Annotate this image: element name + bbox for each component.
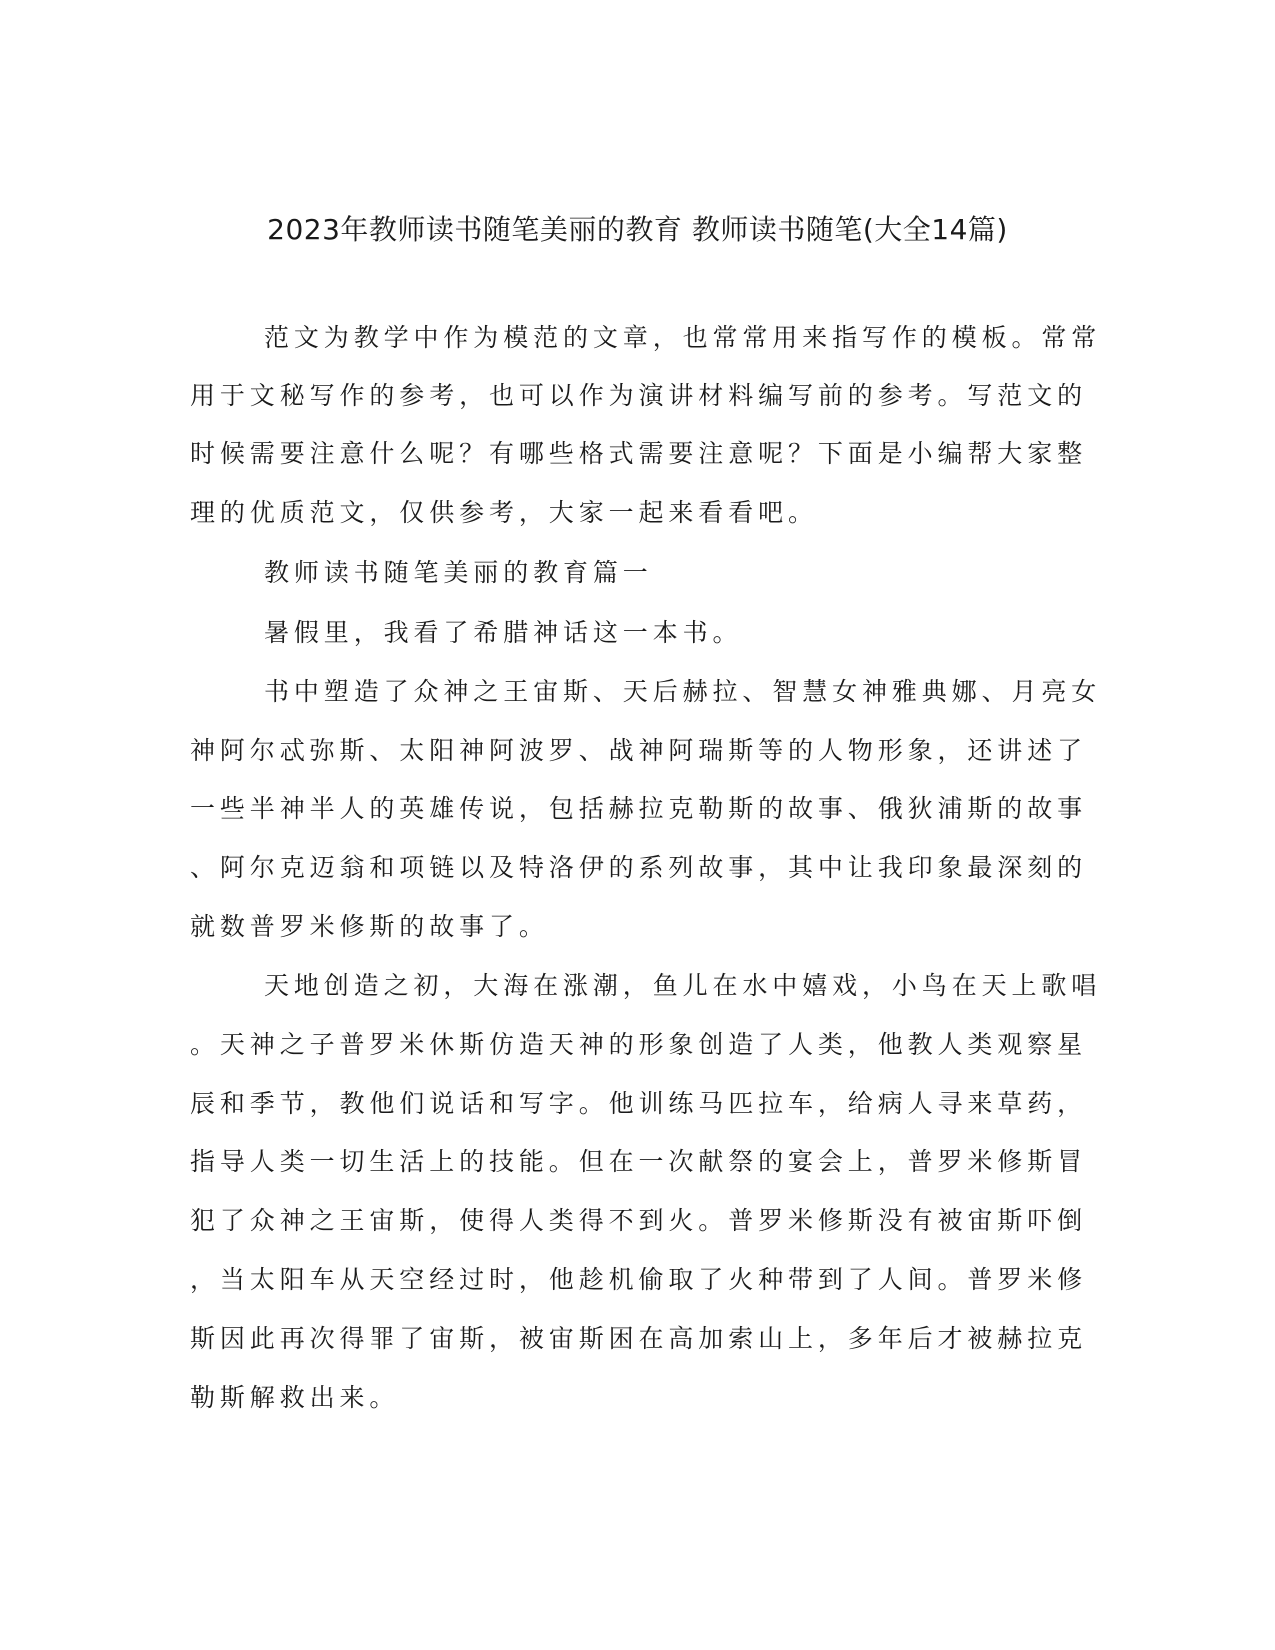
paragraph-line: 。天神之子普罗米休斯仿造天神的形象创造了人类，他教人类观察星 bbox=[190, 1030, 1088, 1059]
paragraph-line: 天地创造之初，大海在涨潮，鱼儿在水中嬉戏，小鸟在天上歌唱 bbox=[264, 971, 1102, 1000]
paragraph-line: 指导人类一切生活上的技能。但在一次献祭的宴会上，普罗米修斯冒 bbox=[190, 1147, 1088, 1176]
paragraph-line: 暑假里，我看了希腊神话这一本书。 bbox=[264, 618, 743, 647]
paragraph-line: 勒斯解救出来。 bbox=[190, 1383, 400, 1412]
paragraph-line: 一些半神半人的英雄传说，包括赫拉克勒斯的故事、俄狄浦斯的故事 bbox=[190, 794, 1088, 823]
paragraph-line: 、阿尔克迈翁和项链以及特洛伊的系列故事，其中让我印象最深刻的 bbox=[190, 853, 1088, 882]
paragraph-line: 斯因此再次得罪了宙斯，被宙斯困在高加索山上，多年后才被赫拉克 bbox=[190, 1324, 1088, 1353]
paragraph-line: 辰和季节，教他们说话和写字。他训练马匹拉车，给病人寻来草药， bbox=[190, 1089, 1088, 1118]
paragraph-line: ，当太阳车从天空经过时，他趁机偷取了火种带到了人间。普罗米修 bbox=[190, 1265, 1088, 1294]
paragraph-line: 神阿尔忒弥斯、太阳神阿波罗、战神阿瑞斯等的人物形象，还讲述了 bbox=[190, 736, 1088, 765]
paragraph-line: 用于文秘写作的参考，也可以作为演讲材料编写前的参考。写范文的 bbox=[190, 381, 1088, 410]
paragraph-line: 书中塑造了众神之王宙斯、天后赫拉、智慧女神雅典娜、月亮女 bbox=[264, 677, 1102, 706]
paragraph-line: 犯了众神之王宙斯，使得人类得不到火。普罗米修斯没有被宙斯吓倒 bbox=[190, 1206, 1088, 1235]
paragraph-line: 范文为教学中作为模范的文章，也常常用来指写作的模板。常常 bbox=[264, 323, 1102, 352]
paragraph-line: 时候需要注意什么呢？有哪些格式需要注意呢？下面是小编帮大家整 bbox=[190, 439, 1088, 468]
paragraph-line: 就数普罗米修斯的故事了。 bbox=[190, 912, 549, 941]
paragraph-line: 理的优质范文，仅供参考，大家一起来看看吧。 bbox=[190, 498, 818, 527]
section-heading: 教师读书随笔美丽的教育篇一 bbox=[264, 558, 653, 587]
document-title: 2023年教师读书随笔美丽的教育 教师读书随笔(大全14篇) bbox=[267, 213, 1008, 246]
